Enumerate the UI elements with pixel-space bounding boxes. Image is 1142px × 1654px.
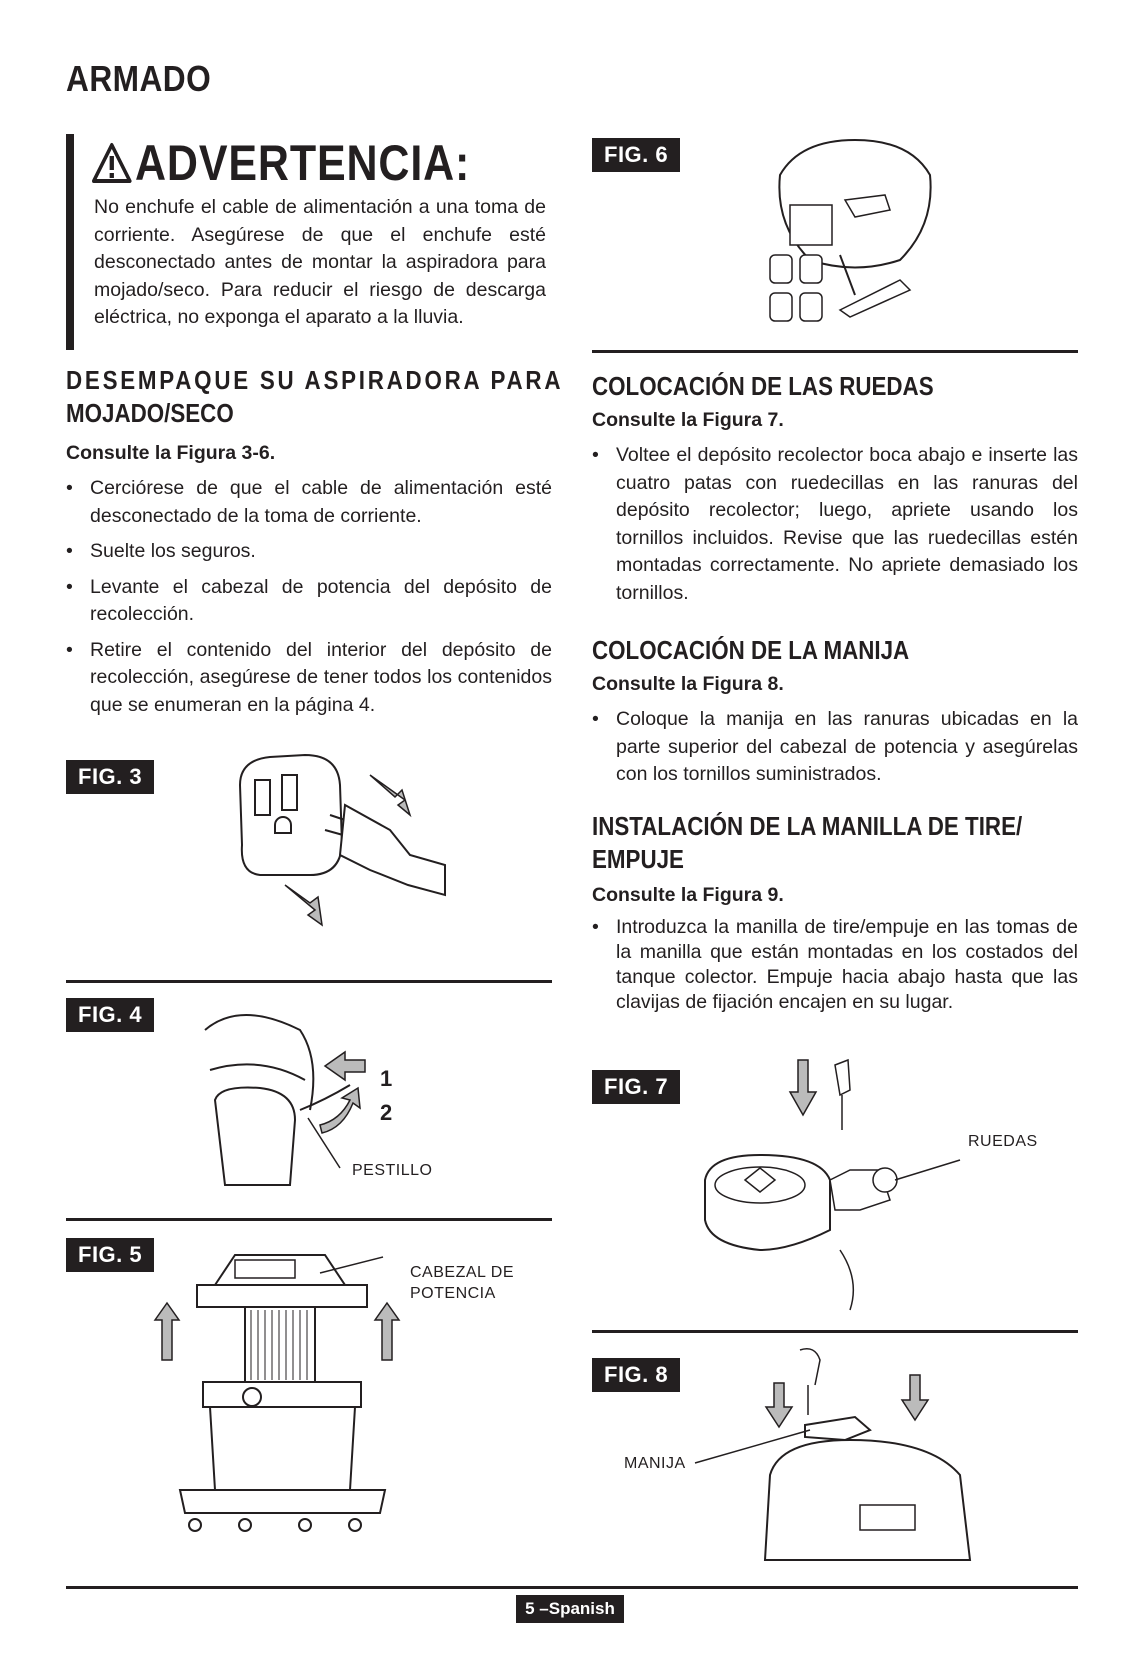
page-title: ARMADO — [66, 58, 212, 99]
handle-reference: Consulte la Figura 8. — [592, 673, 784, 695]
unpack-list — [66, 475, 552, 719]
list-item: • Levante el cabezal de potencia del depósito de recolección. — [66, 574, 552, 629]
unpack-heading — [66, 364, 564, 430]
fig8-label: FIG. 8 — [592, 1358, 680, 1392]
list-item: • Suelte los seguros. — [66, 538, 552, 566]
unpack-heading-line1: DESEMPAQUE SU ASPIRADORA PARA — [66, 365, 564, 395]
fig5-callout — [410, 1262, 514, 1304]
unpack-reference: Consulte la Figura 3-6. — [66, 442, 276, 464]
bottom-rule — [66, 1586, 1078, 1589]
fig5-label: FIG. 5 — [66, 1238, 154, 1272]
warning-bar — [66, 134, 74, 350]
fig4-step2: 2 — [380, 1100, 393, 1125]
pushpull-heading-line1: INSTALACIÓN DE LA MANILLA DE TIRE/ — [592, 811, 1023, 841]
list-item: • Retire el contenido del interior del depósito de recolección, asegúrese de tener todos los contenidos que se enumeran en la página 4. — [66, 637, 552, 720]
fig8-callout: MANIJA — [624, 1455, 686, 1472]
list-item: • Introduzca la manilla de tire/empuje en las tomas de la manilla que están montadas en los costados del tanque colector. Empuje hacia abajo hasta que las clavijas de fijación encajen en su lugar. — [592, 915, 1078, 1015]
pushpull-reference: Consulte la Figura 9. — [592, 884, 784, 906]
fig7-callout: RUEDAS — [968, 1133, 1038, 1150]
warning-triangle-icon — [92, 142, 132, 184]
unpack-section — [66, 364, 564, 727]
handle-section — [592, 634, 1078, 797]
fig5-callout-line2: POTENCIA — [410, 1285, 496, 1302]
wheels-list — [592, 442, 1078, 607]
divider — [66, 1218, 552, 1221]
pushpull-heading-line2: EMPUJE — [592, 844, 684, 874]
fig4-label: FIG. 4 — [66, 998, 154, 1032]
wheels-section — [592, 370, 1078, 615]
page-footer: 5 –Spanish — [516, 1595, 624, 1623]
unpack-heading-line2: MOJADO/SECO — [66, 398, 234, 428]
warning-text: No enchufe el cable de alimentación a una toma de corriente. Asegúrese de que el enchufe esté desconectado antes de montar la aspiradora para mojado/seco. Para reducir el riesgo de descarga eléctrica, no exponga el aparato a la lluvia. — [94, 196, 546, 328]
wheels-reference: Consulte la Figura 7. — [592, 409, 784, 431]
fig8-handle-illustration — [760, 1345, 1000, 1570]
fig7-wheels-illustration — [700, 1060, 920, 1310]
handle-list — [592, 706, 1078, 789]
fig7-label: FIG. 7 — [592, 1070, 680, 1104]
fig6-contents-illustration — [760, 135, 950, 335]
list-item: • Coloque la manija en las ranuras ubicadas en la parte superior del cabezal de potencia y asegúrelas con los tornillos suministrados. — [592, 706, 1078, 789]
fig3-label: FIG. 3 — [66, 760, 154, 794]
list-item: • Cerciórese de que el cable de alimentación esté desconectado de la toma de corriente. — [66, 475, 552, 530]
fig6-label: FIG. 6 — [592, 138, 680, 172]
fig5-callout-line1: CABEZAL DE — [410, 1264, 514, 1281]
pushpull-heading — [592, 810, 1078, 876]
fig3-outlet-plug-illustration — [230, 745, 460, 955]
wheels-heading: COLOCACIÓN DE LAS RUEDAS — [592, 371, 934, 401]
fig5-vacuum-illustration — [155, 1245, 425, 1555]
divider — [592, 1330, 1078, 1333]
divider — [66, 980, 552, 983]
fig4-step1: 1 — [380, 1066, 393, 1091]
list-item: • Voltee el depósito recolector boca abajo e inserte las cuatro patas con ruedecillas en las ranuras del depósito recolector; luego, apriete usando los tornillos incluidos. Revise que las ruedecillas estén montadas correctamente. No apriete demasiado los tornillos. — [592, 442, 1078, 607]
warning-heading — [92, 134, 470, 192]
handle-heading: COLOCACIÓN DE LA MANIJA — [592, 635, 910, 665]
pushpull-section — [592, 810, 1078, 1023]
pushpull-list — [592, 915, 1078, 1015]
warning-heading-text: ADVERTENCIA: — [135, 135, 471, 191]
fig4-callout: PESTILLO — [352, 1162, 433, 1179]
divider — [592, 350, 1078, 353]
